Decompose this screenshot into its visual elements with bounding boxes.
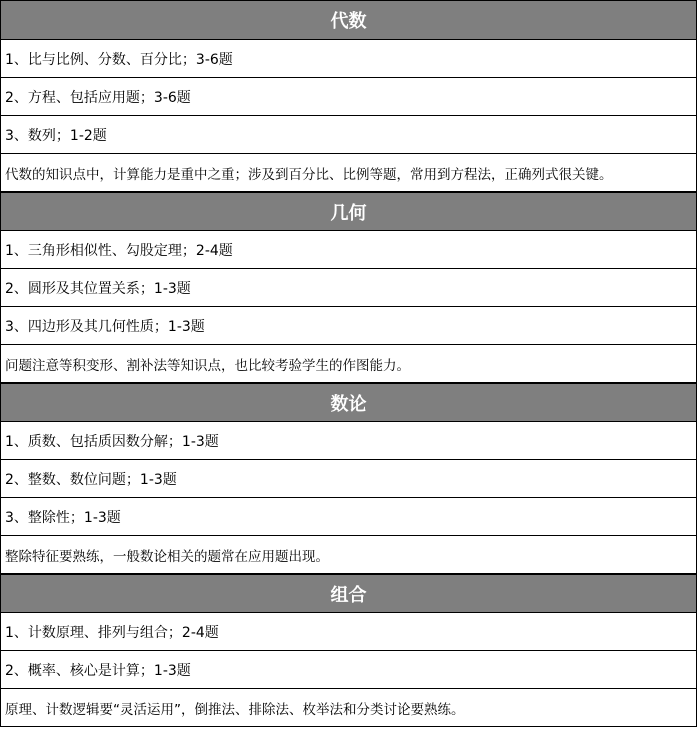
topic-row: 3、四边形及其几何性质；1-3题 (1, 307, 696, 345)
section-note: 代数的知识点中，计算能力是重中之重；涉及到百分比、比例等题，常用到方程法，正确列式很关键。 (1, 154, 696, 192)
topic-row: 2、圆形及其位置关系；1-3题 (1, 269, 696, 307)
section-note: 整除特征要熟练，一般数论相关的题常在应用题出现。 (1, 536, 696, 574)
section-note: 问题注意等积变形、割补法等知识点，也比较考验学生的作图能力。 (1, 345, 696, 383)
section-algebra (1, 0, 696, 192)
topic-row: 1、三角形相似性、勾股定理；2-4题 (1, 231, 696, 269)
section-combinatorics (1, 574, 696, 727)
topic-row: 2、整数、数位问题；1-3题 (1, 460, 696, 498)
section-header: 几何 (1, 192, 696, 231)
section-header: 数论 (1, 383, 696, 422)
section-header: 组合 (1, 574, 696, 613)
topic-row: 1、质数、包括质因数分解；1-3题 (1, 422, 696, 460)
topic-row: 2、概率、核心是计算；1-3题 (1, 651, 696, 689)
topic-row: 3、数列；1-2题 (1, 116, 696, 154)
section-number-theory (1, 383, 696, 574)
section-geometry (1, 192, 696, 383)
topic-row: 1、比与比例、分数、百分比；3-6题 (1, 40, 696, 78)
topic-row: 3、整除性；1-3题 (1, 498, 696, 536)
topic-row: 2、方程、包括应用题；3-6题 (1, 78, 696, 116)
section-header: 代数 (1, 0, 696, 40)
section-note: 原理、计数逻辑要“灵活运用”，倒推法、排除法、枚举法和分类讨论要熟练。 (1, 689, 696, 727)
topic-row: 1、计数原理、排列与组合；2-4题 (1, 613, 696, 651)
